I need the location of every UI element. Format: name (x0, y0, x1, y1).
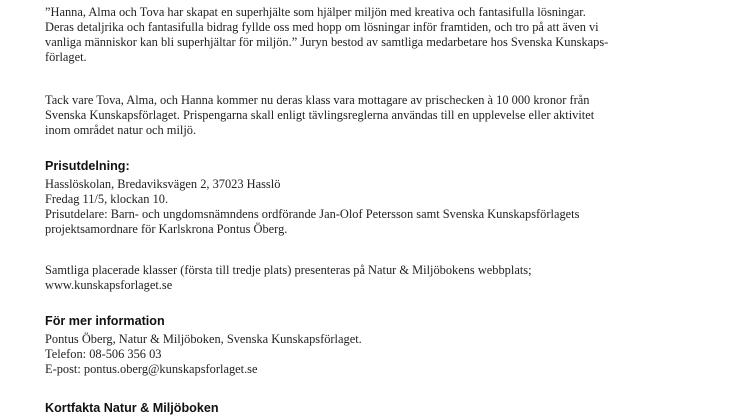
award-heading: Prisutdelning: (45, 159, 130, 173)
paragraph-line: Samtliga placerade klasser (första till tredje plats) presenteras på Natur & Miljöbokens webbplats; (45, 263, 532, 277)
paragraph-line: ”Hanna, Alma och Tova har skapat en superhjälte som hjälper miljön med kreativa och fantasifulla lösningar. (45, 5, 586, 19)
email-line[interactable]: E-post: pontus.oberg@kunskapsforlaget.se (45, 362, 258, 376)
paragraph-line: Deras detaljrika och fantasifulla bidrag fyllde oss med hopp om lösningar inför framtiden, och tro på att även vi (45, 20, 599, 34)
contact-line: Pontus Öberg, Natur & Miljöboken, Svenska Kunskapsförlaget. (45, 332, 362, 346)
phone-line: Telefon: 08-506 356 03 (45, 347, 162, 361)
paragraph-line: Fredag 11/5, klockan 10. (45, 192, 169, 206)
paragraph-line: Svenska Kunskapsförlaget. Prispengarna skall enligt tävlingsreglerna användas till en upplevelse eller aktivitet (45, 108, 595, 122)
paragraph-line: vanliga människor kan bli superhjältar för miljön.” Juryn bestod av samtliga medarbetare hos Svenska Kunskaps- (45, 35, 609, 49)
paragraph-line: Tack vare Tova, Alma, och Hanna kommer nu deras klass vara mottagare av prischecken à 10 000 kronor från (45, 93, 590, 107)
facts-heading: Kortfakta Natur & Miljöboken (45, 401, 219, 415)
award-details (45, 177, 579, 237)
more-info-details (45, 332, 362, 377)
paragraph-line: inom området natur och miljö. (45, 123, 197, 137)
paragraph-line: Prisutdelare: Barn- och ungdomsnämndens ordförande Jan-Olof Petersson samt Svenska Kunskapsförlagets (45, 207, 580, 221)
paragraph-line: Hasslöskolan, Bredaviksvägen 2, 37023 Hasslö (45, 177, 281, 191)
website-link[interactable]: www.kunskapsforlaget.se (45, 278, 173, 292)
placed-classes-paragraph (45, 263, 532, 293)
paragraph-line: projektsamordnare för Karlskrona Pontus Öberg. (45, 222, 288, 236)
paragraph-line: förlaget. (45, 50, 87, 64)
intro-quote-paragraph (45, 5, 608, 65)
more-info-heading: För mer information (45, 314, 165, 328)
thanks-paragraph (45, 93, 594, 138)
